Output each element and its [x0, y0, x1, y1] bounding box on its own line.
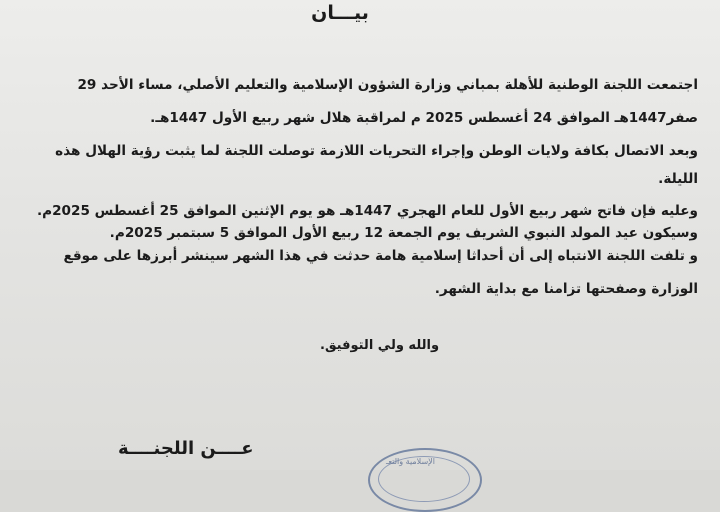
- paragraph1-line2: صفر1447هـ الموافق 24 أغسطس 2025 م لمراقبة هلال شهر ربيع الأول 1447هـ.: [150, 110, 698, 126]
- stamp-text: الإسلامية والتعـ: [386, 457, 435, 466]
- paragraph3-line4: الوزارة وصفحتها تزامنا مع بداية الشهر.: [434, 281, 698, 297]
- paragraph3-line3: و تلفت اللجنة الانتباه إلى أن أحداثا إسلامية هامة حدثت في هذا الشهر سينشر أبرزها على موقع: [63, 248, 698, 264]
- paragraph3-line1: وعليه فإن فاتح شهر ربيع الأول للعام الهجري 1447هـ هو يوم الإثنين الموافق 25 أغسطس 2025م.: [36, 203, 698, 219]
- official-stamp: [368, 448, 482, 512]
- paragraph2-line2: الليلة.: [658, 171, 698, 187]
- document-title: بيـــان: [311, 2, 369, 24]
- paragraph1-line1: اجتمعت اللجنة الوطنية للأهلة بمباني وزارة الشؤون الإسلامية والتعليم الأصلي، مساء الأحد 29: [77, 77, 698, 93]
- closing-phrase: والله ولي التوفيق.: [320, 338, 440, 353]
- paragraph3-line2: وسيكون عيد المولد النبوي الشريف يوم الجمعة 12 ربيع الأول الموافق 5 سبتمبر 2025م.: [109, 225, 698, 241]
- signature-label: عــــن اللجنــــة: [118, 438, 254, 459]
- paragraph2-line1: وبعد الاتصال بكافة ولايات الوطن وإجراء التحريات اللازمة توصلت اللجنة لما يثبت رؤية الهلال هذه: [55, 143, 698, 159]
